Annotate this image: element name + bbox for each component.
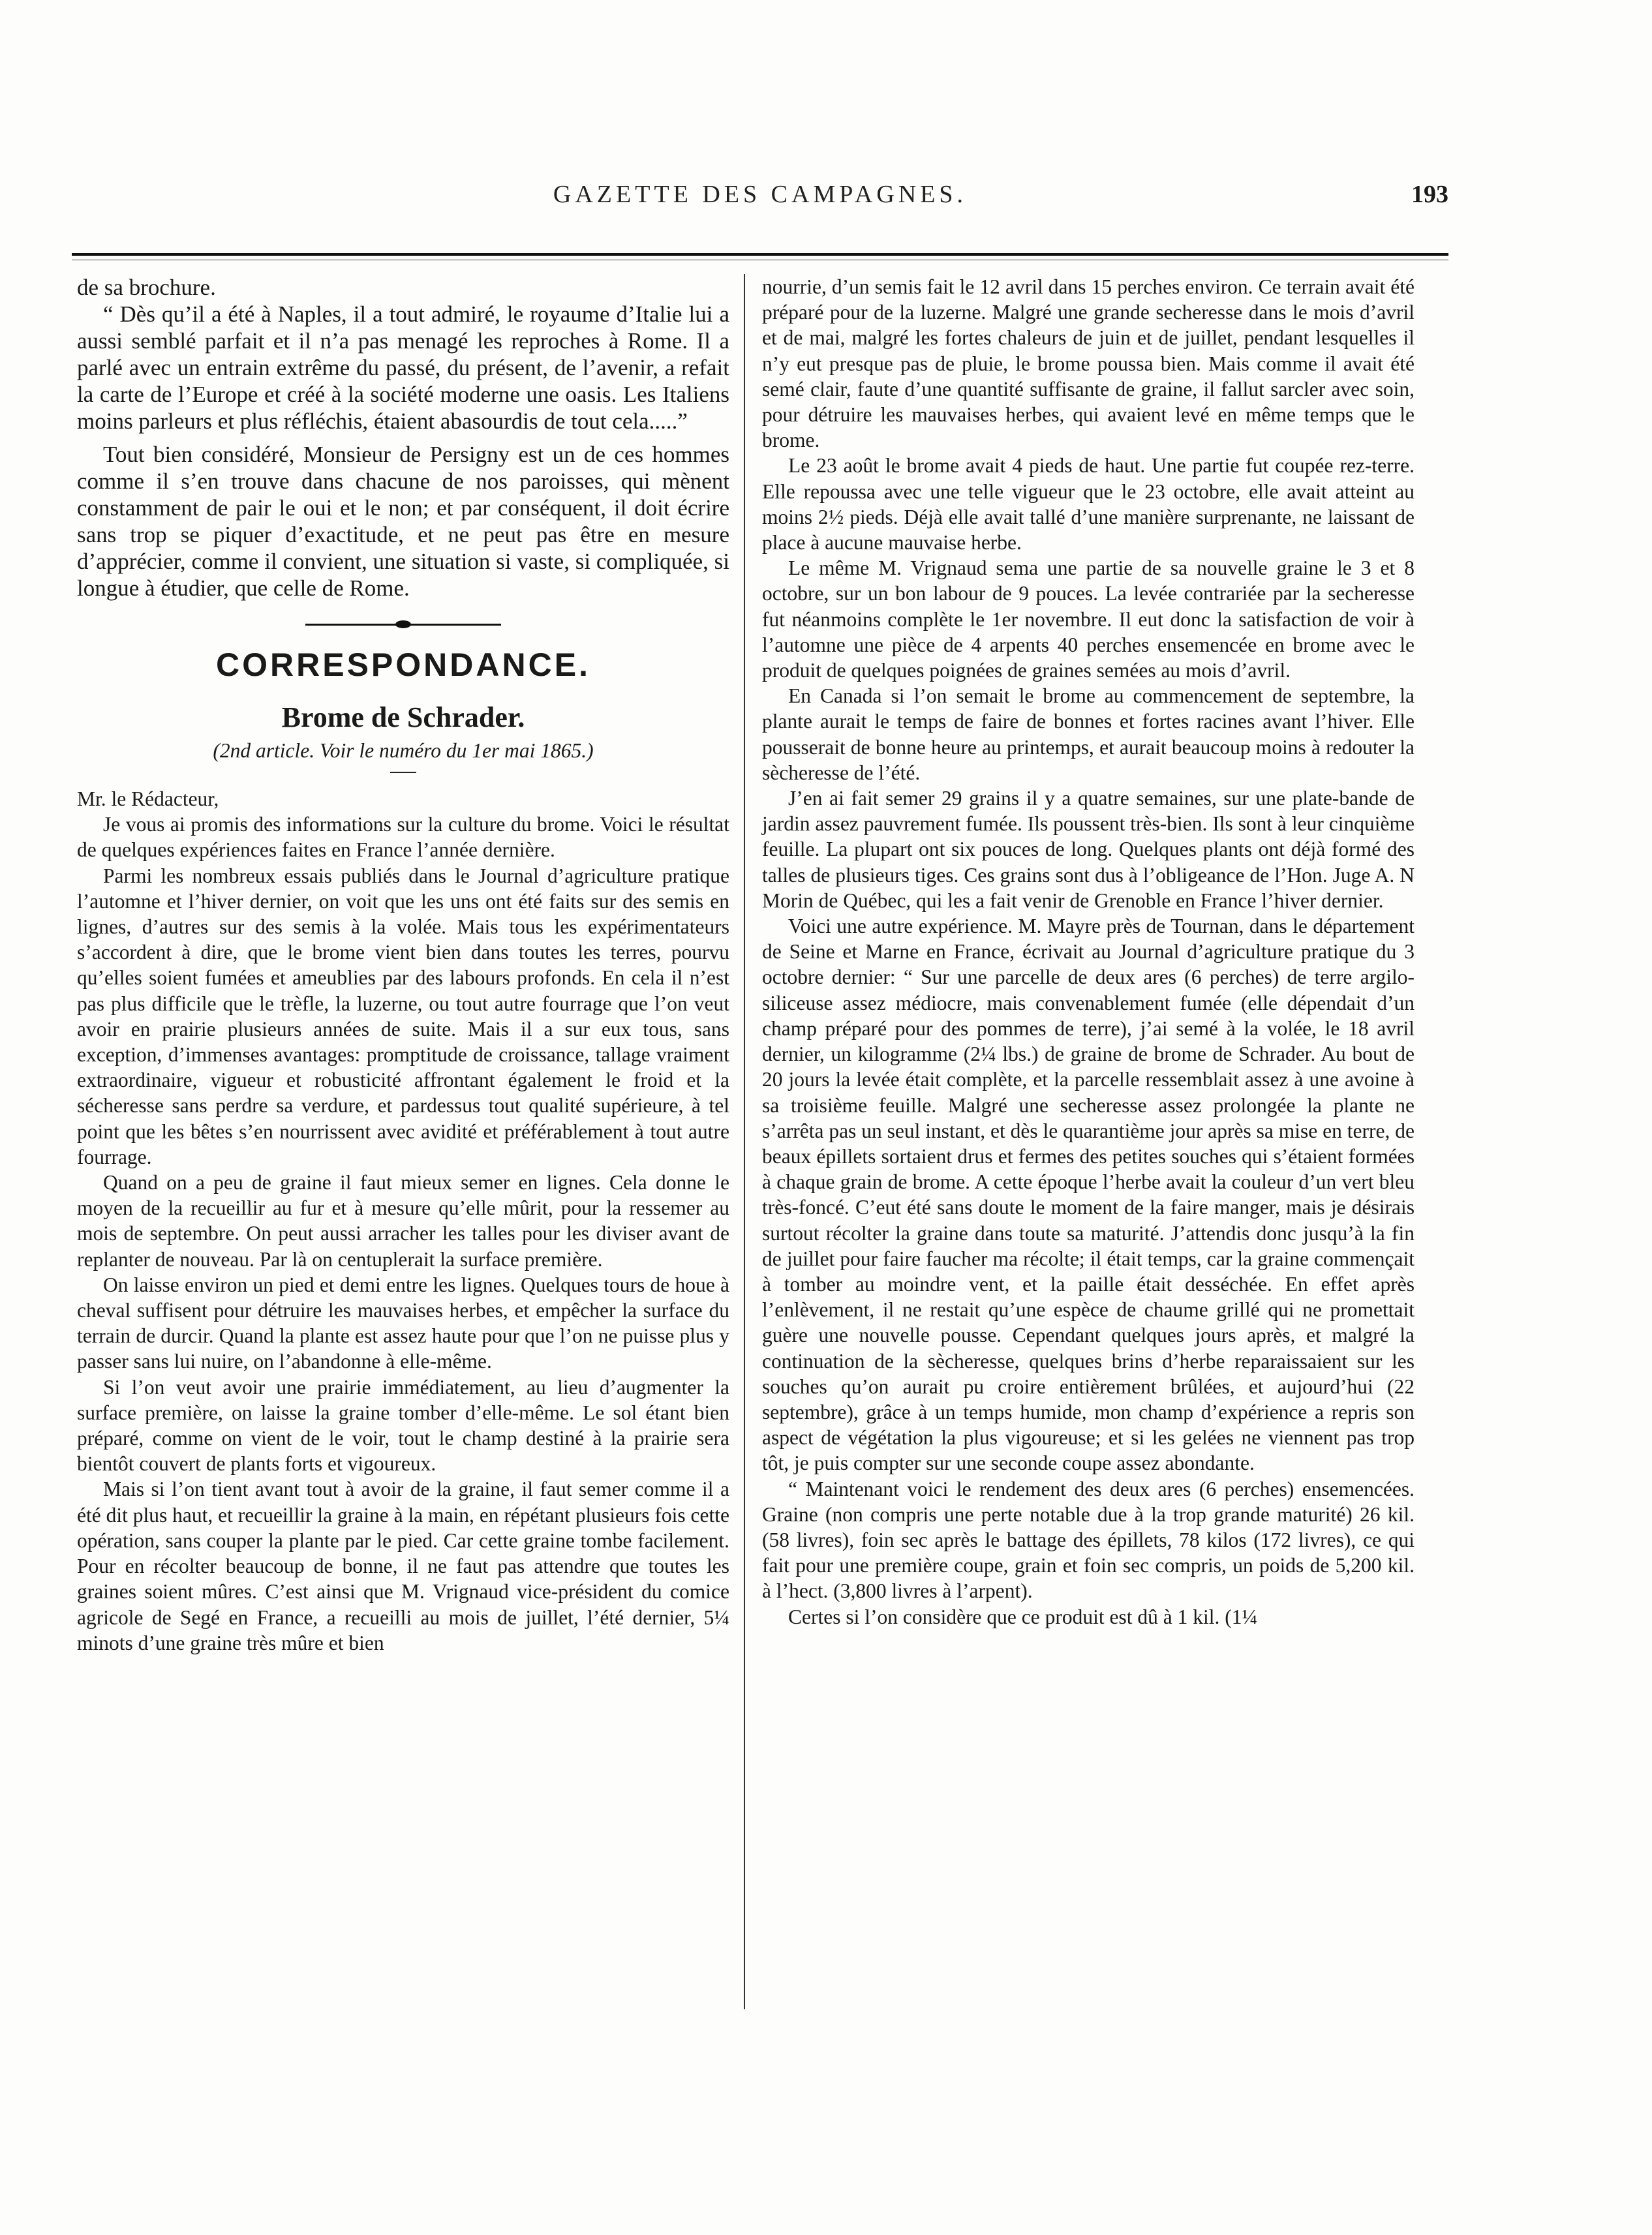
right-column	[762, 274, 1415, 1630]
paragraph: Mais si l’on tient avant tout à avoir de la graine, il faut semer comme il a été dit plus haut, et recueillir la graine à la main, en répétant plusieurs fois cette opération, sans couper la plante par le pied. Car cette graine tombe facilement. Pour en récolter beaucoup de bonne, il ne faut pas attendre que toutes les graines soient mûres. C’est ainsi que M. Vrignaud vice-président du comice agricole de Segé en France, a recueilli au mois de juillet, l’été dernier, 5¼ minots d’une graine très mûre et bien	[77, 1478, 729, 1654]
paragraph: nourrie, d’un semis fait le 12 avril dans 15 perches environ. Ce terrain avait été préparé pour de la luzerne. Malgré une grande secheresse dans le mois d’avril et de mai, malgré les fortes chaleurs de juin et de juillet, pendant lesquelles il n’y eut presque pas de pluie, le brome poussa bien. Mais comme il avait été semé clair, faute d’une quantité suffisante de graine, il fallut sarcler avec soin, pour détruire les mauvaises herbes, qui avaient levé en même temps que le brome.	[762, 275, 1415, 452]
ornament-divider	[305, 624, 501, 626]
paragraph: “ Dès qu’il a été à Naples, il a tout admiré, le royaume d’Italie lui a aussi semblé parfait et il n’a pas menagé les reproches à Rome. Il a parlé avec un entrain extrême du passé, du présent, de l’avenir, a refait la carte de l’Europe et créé à la société moderne une oasis. Les Italiens moins parleurs et plus réfléchis, étaient abasourdis de tout cela.....”	[77, 301, 729, 434]
paragraph: Tout bien considéré, Monsieur de Persigny est un de ces hommes comme il s’en trouve dans chacune de nos paroisses, qui mènent constamment de pair le oui et le non; et par conséquent, il doit écrire sans trop se piquer d’exactitude, et ne peut pas être en mesure d’apprécier, comme il convient, une situation si vaste, si compliquée, si longue à étudier, que celle de Rome.	[77, 442, 729, 601]
paragraph: Si l’on veut avoir une prairie immédiatement, au lieu d’augmenter la surface première, on laisse la graine tomber d’elle-même. Le sol étant bien préparé, comme on vient de le voir, tout le champ destiné à la prairie sera bientôt couvert de plants forts et vigoureux.	[77, 1375, 729, 1476]
article-note: (2nd article. Voir le numéro du 1er mai 1865.)	[213, 739, 594, 762]
paragraph: Certes si l’on considère que ce produit est dû à 1 kil. (1¼	[788, 1605, 1258, 1628]
running-head	[72, 180, 1448, 219]
paragraph: de sa brochure.	[77, 275, 216, 300]
short-divider	[390, 772, 416, 773]
section-title: CORRESPONDANCE.	[216, 646, 590, 683]
paragraph: J’en ai fait semer 29 grains il y a quatre semaines, sur une plate-bande de jardin assez pauvrement fumée. Ils poussent très-bien. Ils sont à leur cinquième feuille. La plupart ont six pouces de long. Quelques plants ont déjà formé des talles de plusieurs tiges. Ces grains sont dus à l’obligeance de l’Hon. Juge A. N Morin de Québec, qui les a fait venir de Grenoble en France l’hiver dernier.	[762, 787, 1415, 912]
column-divider	[744, 274, 745, 2009]
paragraph: En Canada si l’on semait le brome au commencement de septembre, la plante aurait le temps de faire de bonnes et fortes racines avant l’hiver. Elle pousserait de bonne heure au printemps, et aurait beaucoup moins à redouter la sècheresse de l’été.	[762, 684, 1415, 784]
paragraph: On laisse environ un pied et demi entre les lignes. Quelques tours de houe à cheval suffisent pour détruire les mauvaises herbes, et empêcher la surface du terrain de durcir. Quand la plante est assez haute pour que l’on ne puisse plus y passer sans lui nuire, on l’abandonne à elle-même.	[77, 1273, 729, 1373]
newspaper-title: GAZETTE DES CAMPAGNES.	[553, 181, 968, 208]
paragraph: Voici une autre expérience. M. Mayre près de Tournan, dans le département de Seine et Marne en France, écrivait au Journal d’agriculture pratique du 3 octobre dernier: “ Sur une parcelle de deux ares (6 perches) de terre argilo-siliceuse assez médiocre, mais convenablement fumée (elle dépendait d’un champ préparé pour des pommes de terre), j’ai semé à la volée, le 18 avril dernier, un kilogramme (2¼ lbs.) de graine de brome de Schrader. Au bout de 20 jours la levée était complète, et la parcelle ressemblait assez à une avoine à sa troisième feuille. Malgré une secheresse assez prolongée la plante ne s’arrêta pas un seul instant, et dès le quarantième jour après sa mise en terre, de beaux épillets sortaient drus et fermes des petites souches qui s’étaient formées à chaque grain de brome. A cette époque l’herbe avait la couleur d’un vert bleu très-foncé. C’eut été sans doute le moment de la faire manger, mais je désirais surtout récolter la graine dans toute sa maturité. J’attendis donc jusqu’à la fin de juillet pour faire faucher ma récolte; il était temps, car la graine commençait à tomber au moindre vent, et la paille était desséchée. En effet après l’enlèvement, il ne restait qu’une espèce de chaume grillé qui ne promettait guère une nouvelle pousse. Cependant quelques jours après, et malgré la continuation de la sècheresse, quelques brins d’herbe reparaissaient sur les souches qu’on aurait pu croire entièrement brûlées, et aujourd’hui (22 septembre), grâce à un temps humide, mon champ d’expérience a repris son aspect de végétation la plus vigoureuse; et si les gelées ne viennent pas trop tôt, je puis compter sur une seconde coupe assez abondante.	[762, 915, 1415, 1475]
paragraph: Je vous ai promis des informations sur la culture du brome. Voici le résultat de quelques expériences faites en France l’année dernière.	[77, 813, 729, 862]
paragraph: Le même M. Vrignaud sema une partie de sa nouvelle graine le 3 et 8 octobre, sur un bon labour de 9 pouces. La levée contrariée par la secheresse fut néanmoins complète le 1er novembre. Il eut donc la satisfaction de voir à l’automne une pièce de 4 arpents 40 perches ensemencée en brome avec le produit de quelques poignées de graines semées au mois d’avril.	[762, 556, 1415, 682]
paragraph: Parmi les nombreux essais publiés dans le Journal d’agriculture pratique l’automne et l’hiver dernier, on voit que les uns ont été faits sur des semis en lignes, d’autres sur des semis à la volée. Mais tous les expérimentateurs s’accordent à dire, que le brome vient bien dans toutes les terres, pourvu qu’elles soient fumées et ameublies par des labours profonds. En cela il n’est pas plus difficile que le trèfle, la luzerne, ou tout autre fourrage que l’on veut avoir en prairie plusieurs années de suite. Mais il a sur eux tous, sans exception, d’immenses avantages: promptitude de croissance, tallage vraiment extraordinaire, vigueur et robusticité affrontant également le froid et la sécheresse sans perdre sa verdure, et pardessus tout qualité supérieure, à tel point que les bêtes s’en nourrissent avec avidité et préférablement à tout autre fourrage.	[77, 864, 729, 1168]
paragraph: Quand on a peu de graine il faut mieux semer en lignes. Cela donne le moyen de la recueillir au fur et à mesure qu’elle mûrit, pour la ressemer au mois de septembre. On peut aussi arracher les talles pour les diviser avant de replanter de nouveau. Par là on centuplerait la surface première.	[77, 1171, 729, 1271]
salutation: Mr. le Rédacteur,	[77, 787, 219, 810]
article-title: Brome de Schrader.	[281, 701, 525, 733]
paragraph: “ Maintenant voici le rendement des deux ares (6 perches) ensemencées. Graine (non compris une perte notable due à la trop grande maturité) 26 kil. (58 livres), foin sec après le battage des épillets, 78 kilos (172 livres), ce qui fait pour une première coupe, grain et foin sec compris, un poids de 5,200 kil. à l’hect. (3,800 livres à l’arpent).	[762, 1477, 1415, 1603]
page-number: 193	[1411, 181, 1448, 208]
left-column	[77, 274, 729, 1656]
header-rule	[72, 253, 1448, 256]
paragraph: Le 23 août le brome avait 4 pieds de haut. Une partie fut coupée rez-terre. Elle repoussa avec une telle vigueur que le 23 octobre, elle avait atteint au moins 2½ pieds. Déjà elle avait tallé d’une manière surprenante, ne laissant de place à aucune mauvaise herbe.	[762, 454, 1415, 555]
